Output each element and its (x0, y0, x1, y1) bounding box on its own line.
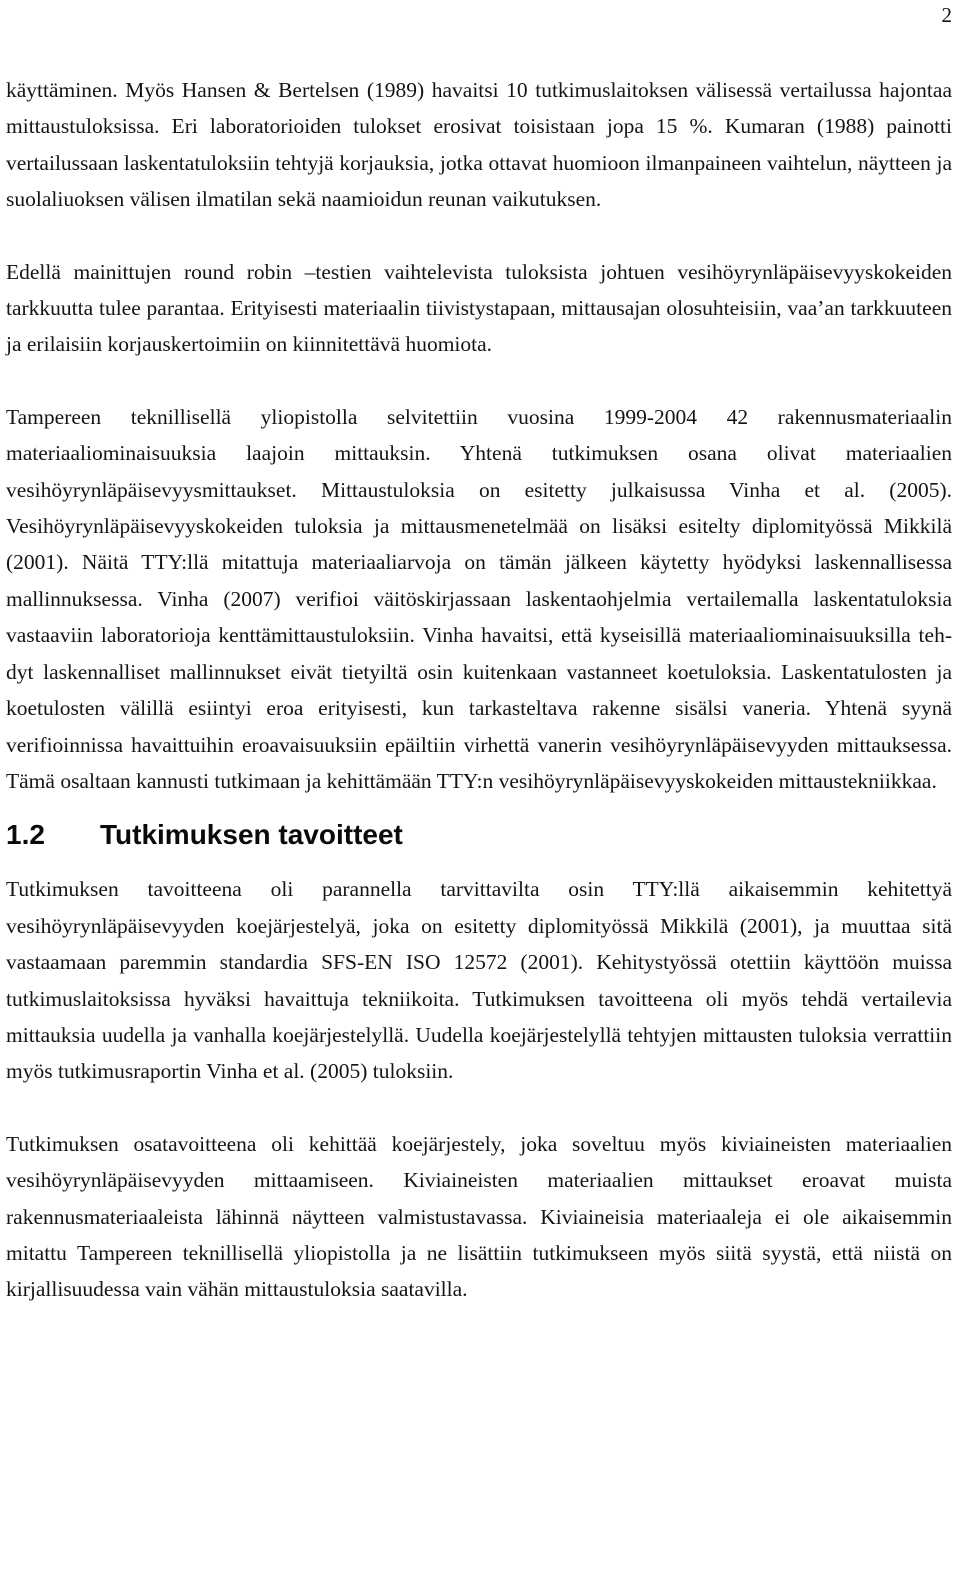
paragraph-tty-measurements: Tampereen teknillisellä yliopistolla selvitettiin vuosina 1999-2004 42 rakennusmateriaalin materiaaliominaisuuksia laajoin mittauksin. Yhtenä tutkimuksen osana olivat materiaalien vesihöyrynläpäisevyysmittaukset. Mittaustuloksia on esitetty julkaisussa Vinha et al. (2005). Vesihöyrynläpäisevyyskokeiden tuloksia ja mittausmenetelmää on lisäksi esitelty diplomityössä Mikkilä (2001). Näitä TTY:llä mitattuja materiaaliarvoja on tämän jälkeen käytetty hyödyksi laskennallisessa mallinnuksessa. Vinha (2007) verifioi väitöskirjassaan laskentaohjelmia vertailemalla laskentatuloksia vastaaviin laboratorioja kenttämittaustuloksiin. Vinha havaitsi, että kyseisillä materiaaliominaisuuksilla tehdyt laskennalliset mallinnukset eivät tietyiltä osin kuitenkaan vastanneet koetuloksia. Laskentatulosten ja koetulosten välillä esiintyi eroa erityisesti, kun tarkasteltava rakenne sisälsi vaneria. Yhtenä syynä verifioinnissa havaittuihin eroavaisuuksiin epäiltiin virhettä vanerin vesihöyrynläpäisevyyden mittauksessa. Tämä osaltaan kannusti tutkimaan ja kehittämään TTY:n vesihöyrynläpäisevyyskokeiden mittaustekniikkaa. (6, 404, 952, 793)
document-body (6, 72, 952, 1308)
paragraph-research-goal: Tutkimuksen tavoitteena oli parannella tarvittavilta osin TTY:llä aikaisemmin kehitettyä vesihöyrynläpäisevyyden koejärjestelyä, joka on esitetty diplomityössä Mikkilä (2001), ja muuttaa sitä vastaamaan paremmin standardia SFS-EN ISO 12572 (2001). Kehitystyössä otettiin käyttöön muissa tutkimuslaitoksissa hyväksi havaittuja tekniikoita. Tutkimuksen tavoitteena oli myös tehdä vertailevia mittauksia uudella ja vanhalla koejärjestelyllä. Uudella koejärjestelyllä tehtyjen mittausten tuloksia verrattiin myös tutkimusraportin Vinha et al. (2005) tuloksiin. (6, 877, 952, 1084)
page-number: 2 (941, 3, 952, 27)
paragraph-accuracy-improvement: Edellä mainittujen round robin –testien vaihtelevista tuloksista johtuen vesihöyrynläpäisevyyskokeiden tarkkuutta tulee parantaa. Erityisesti materiaalin tiivistystapaan, mittausajan olosuhteisiin, vaa’an tarkkuuteen ja erilaisiin korjauskertoimiin on kiinnitettävä huomiota. (6, 259, 952, 357)
section-number: 1.2 (6, 819, 45, 851)
paragraph-round-robin-results: käyttäminen. Myös Hansen & Bertelsen (1989) havaitsi 10 tutkimuslaitoksen välisessä vertailussa hajontaa mittaustuloksissa. Eri laboratorioiden tulokset erosivat toisistaan jopa 15 %. Kumaran (1988) painotti vertailussaan laskentatuloksiin tehtyjä korjauksia, jotka ottavat huomioon ilmanpaineen vaihtelun, näytteen ja suolaliuoksen välisen ilmatilan sekä naamioidun reunan vaikutuksen. (6, 78, 952, 212)
paragraph-spacer (6, 1090, 952, 1126)
paragraph-spacer (6, 218, 952, 254)
section-title: Tutkimuksen tavoitteet (100, 819, 403, 851)
section-heading (6, 799, 952, 871)
paragraph-sub-goal: Tutkimuksen osatavoitteena oli kehittää koejärjestely, joka soveltuu myös kiviaineisten materiaalien vesihöyrynläpäisevyyden mittaamiseen. Kiviaineisten materiaalien mittaukset eroavat muista rakennusmateriaaleista lähinnä näytteen valmistustavassa. Kiviaineisia materiaaleja ei ole aikaisemmin mitattu Tampereen teknillisellä yliopistolla ja ne lisättiin tutkimukseen myös siitä syystä, että niistä on kirjallisuudessa vain vähän mittaustuloksia saatavilla. (6, 1131, 952, 1302)
paragraph-spacer (6, 363, 952, 399)
